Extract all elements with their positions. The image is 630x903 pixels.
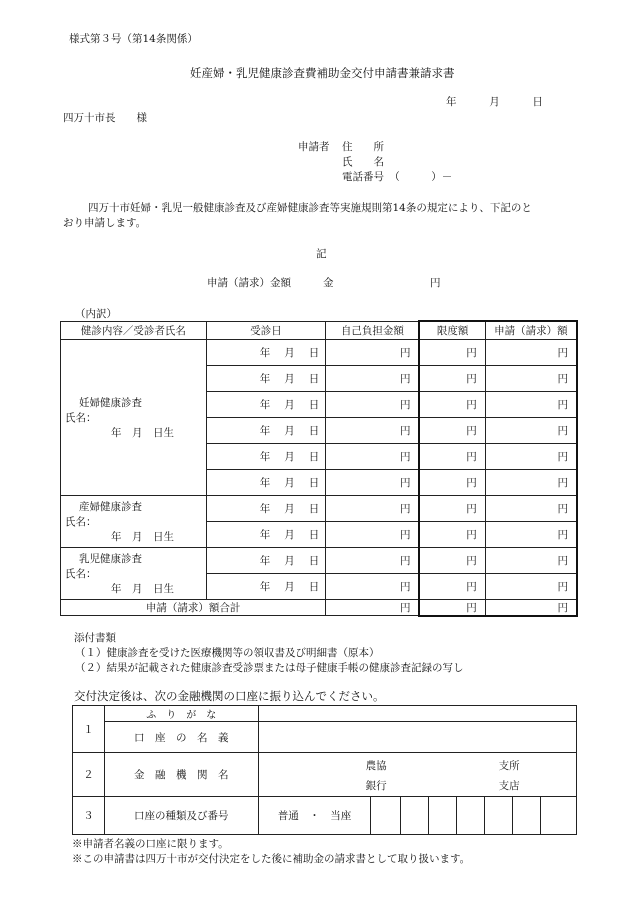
table-row [61,495,578,521]
total-label: 申請（請求）額合計 [61,599,326,616]
amount-yen: 円 [430,277,441,289]
account-digit-3[interactable] [429,797,457,835]
date-day: 日 [308,476,320,489]
exam-date-cell[interactable] [206,521,326,547]
account-name-input[interactable] [258,722,576,753]
header-self-pay: 自己負担金額 [326,321,420,339]
date-day-label: 日 [532,96,543,108]
self-pay-cell[interactable]: 円 [326,547,420,573]
shiten-label: 支店 [498,780,520,792]
shisho-label: 支所 [498,760,520,772]
exam-date-cell[interactable] [206,547,326,573]
group-cell-postpartum[interactable] [61,495,207,547]
limit-cell[interactable]: 円 [419,391,485,417]
self-pay-cell[interactable]: 円 [326,365,420,391]
header-request: 申請（請求）額 [485,321,577,339]
account-digit-2[interactable] [401,797,429,835]
form-number: 様式第３号（第14条関係） [69,33,198,45]
date-month: 月 [284,502,295,515]
exam-date-cell[interactable] [206,573,326,599]
date-month: 月 [284,528,295,541]
table-row [61,339,578,365]
date-year: 年 [259,424,271,437]
table-header-row [61,321,578,339]
group-title: 産婦健康診査 [79,500,142,513]
limit-cell[interactable]: 円 [419,365,485,391]
exam-date-cell[interactable] [206,495,326,521]
exam-date-cell[interactable] [206,469,326,495]
group-cell-infant[interactable] [61,547,207,599]
breakdown-label: （内訳） [75,308,117,320]
limit-cell[interactable]: 円 [419,547,485,573]
account-digit-7[interactable] [540,797,576,835]
bank-row-no-2: ２ [73,753,105,797]
date-month: 月 [284,476,295,489]
self-pay-cell[interactable]: 円 [326,391,420,417]
date-day: 日 [308,398,320,411]
date-year: 年 [259,372,271,385]
amount-kin: 金 [323,277,334,289]
date-day: 日 [308,346,320,359]
date-year: 年 [259,346,271,359]
bank-row-no-3: ３ [73,797,105,835]
attachment-item-2: （２）結果が記載された健康診査受診票または母子健康手帳の健康診査記録の写し [75,662,464,674]
group-title: 乳児健康診査 [79,552,142,565]
self-pay-cell[interactable]: 円 [326,521,420,547]
date-year: 年 [259,450,271,463]
self-pay-cell[interactable]: 円 [326,573,420,599]
request-cell[interactable]: 円 [485,495,577,521]
account-digit-4[interactable] [457,797,485,835]
account-name-label: 口 座 の 名 義 [104,722,258,753]
total-self-pay-cell[interactable]: 円 [326,599,420,616]
request-cell[interactable]: 円 [485,443,577,469]
date-day: 日 [308,424,320,437]
date-year: 年 [259,502,271,515]
limit-cell[interactable]: 円 [419,417,485,443]
date-month: 月 [284,398,295,411]
amount-label: 申請（請求）金額 [207,277,291,289]
institution-input[interactable] [258,753,576,797]
total-limit-cell[interactable]: 円 [419,599,485,616]
group-cell-pregnant[interactable] [61,339,207,495]
account-type-label: 口座の種類及び番号 [104,797,258,835]
limit-cell[interactable]: 円 [419,495,485,521]
addressee: 四万十市長 様 [63,112,147,124]
group-birth: 年 月 日生 [111,582,174,595]
intro-text-line1: 四万十市妊婦・乳児一般健康診査及び産婦健康診査等実施規則第14条の規定により、下記のと [88,202,532,214]
limit-cell[interactable]: 円 [419,339,485,365]
date-year: 年 [259,528,271,541]
bank-row-account-name [73,722,577,753]
request-cell[interactable]: 円 [485,469,577,495]
exam-date-cell[interactable] [206,417,326,443]
self-pay-cell[interactable]: 円 [326,339,420,365]
group-name-label: 氏名： [65,567,97,580]
date-day: 日 [308,528,320,541]
limit-cell[interactable]: 円 [419,469,485,495]
date-day: 日 [308,372,320,385]
bank-row-no-1: １ [73,706,105,753]
group-birth: 年 月 日生 [111,426,174,439]
table-row [61,547,578,573]
account-digit-5[interactable] [485,797,513,835]
account-digit-6[interactable] [513,797,541,835]
note-2: ※この申請書は四万十市が交付決定をした後に補助金の請求書として取り扱います。 [72,853,471,865]
limit-cell[interactable]: 円 [419,521,485,547]
date-month: 月 [284,346,295,359]
header-limit: 限度額 [419,321,485,339]
limit-cell[interactable]: 円 [419,573,485,599]
applicant-address-field[interactable]: 住 所 [342,141,384,153]
group-birth: 年 月 日生 [111,530,174,543]
attachments-title: 添付書類 [74,632,116,644]
attachment-item-1: （１）健康診査を受けた医療機関等の領収書及び明細書（原本） [75,647,380,659]
note-1: ※申請者名義の口座に限ります。 [72,838,229,850]
date-month: 月 [284,424,295,437]
date-month: 月 [284,450,295,463]
applicant-name-field[interactable]: 氏 名 [342,156,384,168]
date-year-label: 年 [446,96,457,108]
ki-heading: 記 [316,248,327,260]
request-cell[interactable]: 円 [485,417,577,443]
furigana-input[interactable] [258,706,576,722]
group-title: 妊婦健康診査 [79,396,142,409]
bank-row-furigana [73,706,577,722]
ginko-label: 銀行 [365,780,387,792]
date-day: 日 [308,502,320,515]
date-month: 月 [284,372,295,385]
exam-date-cell[interactable] [206,391,326,417]
bank-intro: 交付決定後は、次の金融機関の口座に振り込んでください。 [74,689,385,703]
date-month: 月 [284,580,295,593]
total-request-cell[interactable]: 円 [485,599,577,616]
request-cell[interactable]: 円 [485,339,577,365]
limit-cell[interactable]: 円 [419,443,485,469]
date-day: 日 [308,450,320,463]
total-row [61,599,578,616]
document-title: 妊産婦・乳児健康診査費補助金交付申請書兼請求書 [190,66,455,80]
group-name-label: 氏名： [65,411,97,424]
self-pay-cell[interactable]: 円 [326,495,420,521]
date-year: 年 [259,580,271,593]
exam-date-cell[interactable] [206,339,326,365]
request-cell[interactable]: 円 [485,547,577,573]
date-year: 年 [259,398,271,411]
bank-row-institution [73,753,577,797]
date-day: 日 [308,580,320,593]
header-date: 受診日 [206,321,326,339]
header-content: 健診内容／受診者氏名 [61,321,207,339]
nokyo-label: 農協 [365,760,387,772]
self-pay-cell[interactable]: 円 [326,469,420,495]
exam-date-cell[interactable] [206,443,326,469]
date-year: 年 [259,554,271,567]
exam-date-cell[interactable] [206,365,326,391]
date-month-label: 月 [489,96,500,108]
group-name-label: 氏名： [65,515,97,528]
furigana-label: ふ り が な [104,706,258,722]
request-cell[interactable]: 円 [485,521,577,547]
self-pay-cell[interactable]: 円 [326,443,420,469]
date-year: 年 [259,476,271,489]
intro-text-line2: おり申請します。 [63,217,147,229]
bank-table [72,705,577,835]
applicant-phone-field[interactable]: 電話番号 （ ）－ [342,171,453,183]
bank-row-account-number [73,797,577,835]
request-cell[interactable]: 円 [485,573,577,599]
request-cell[interactable]: 円 [485,391,577,417]
institution-label: 金 融 機 関 名 [104,753,258,797]
date-day: 日 [308,554,320,567]
request-cell[interactable]: 円 [485,365,577,391]
breakdown-table [60,320,578,617]
applicant-label: 申請者 [298,141,330,153]
account-digit-1[interactable] [371,797,401,835]
date-month: 月 [284,554,295,567]
application-date[interactable] [446,94,543,109]
account-type-options[interactable]: 普通 ・ 当座 [258,797,371,835]
self-pay-cell[interactable]: 円 [326,417,420,443]
